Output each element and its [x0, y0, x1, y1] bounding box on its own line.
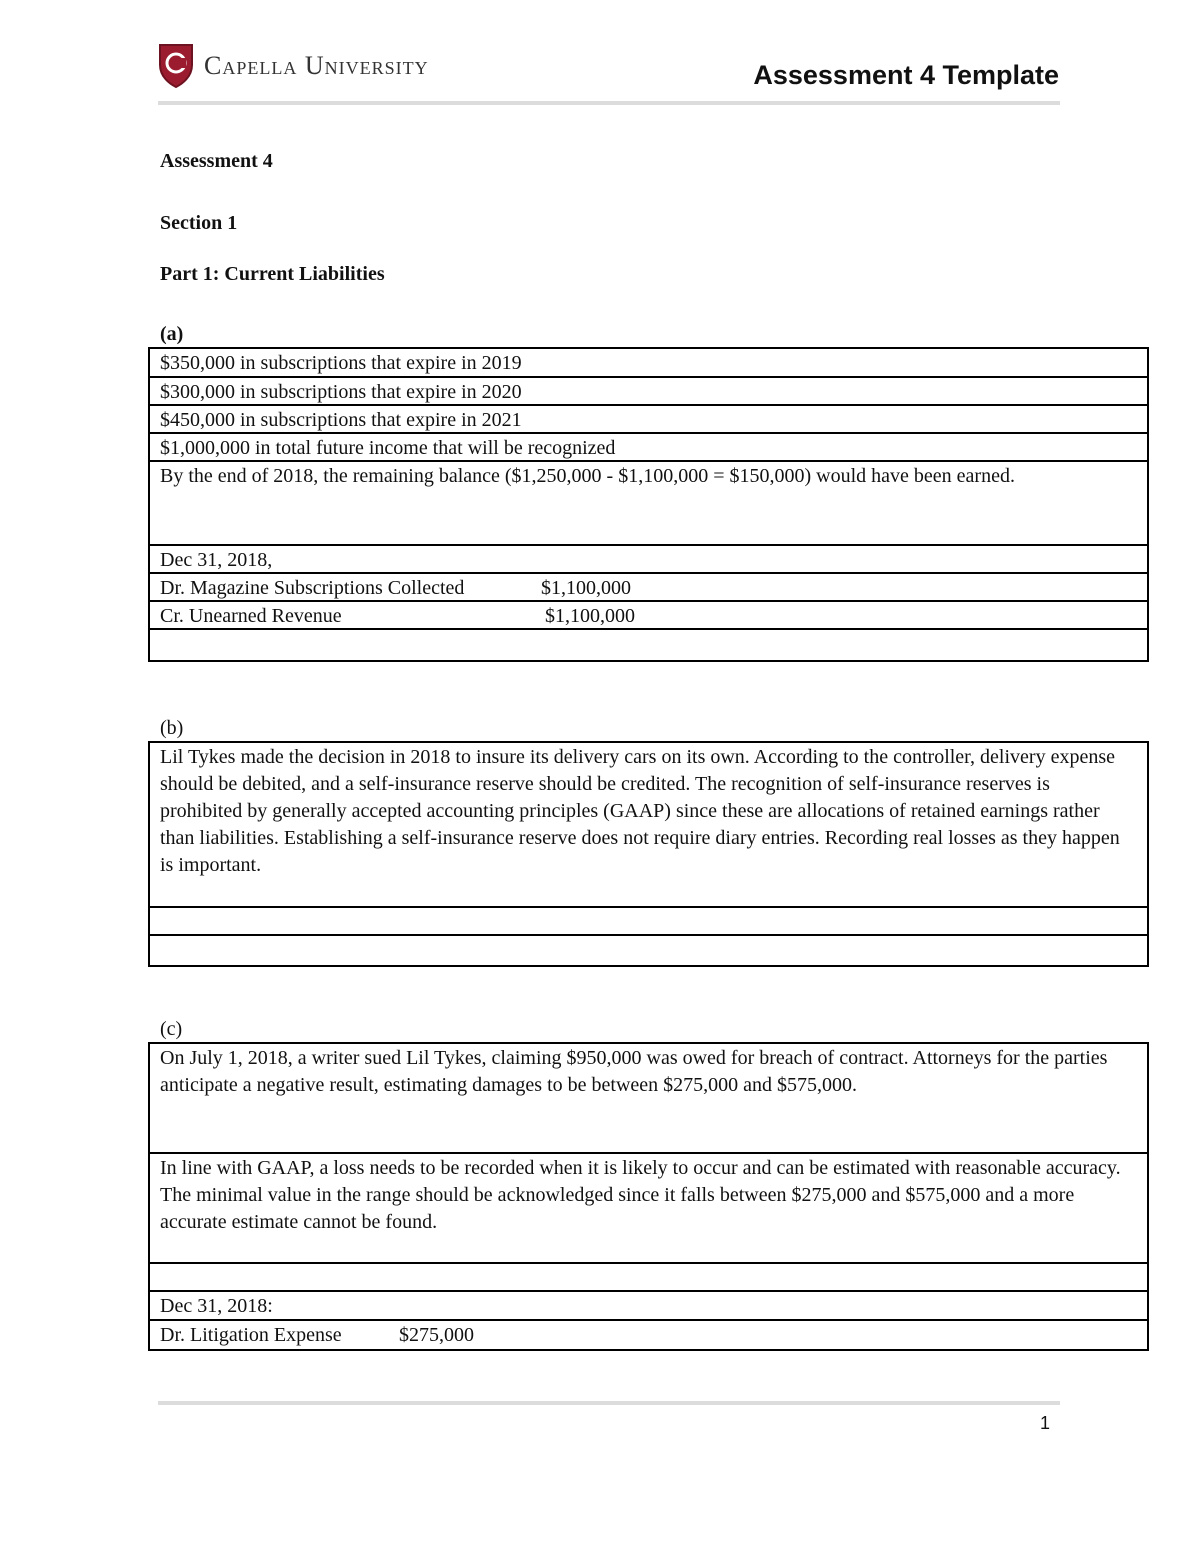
table-row: $350,000 in subscriptions that expire in 2019 — [150, 349, 1147, 378]
table-row: Lil Tykes made the decision in 2018 to insure its delivery cars on its own. According to the controller, delivery expense should be debited, and a self-insurance reserve should be credited. The recognition of self-insurance reserves is prohibited by generally accepted accounting principles (GAAP) since these are allocations of retained earnings rather than liabilities. Establishing a self-insurance reserve does not require diary entries. Recording real losses as they happen is important. — [150, 743, 1147, 908]
empty-row — [150, 936, 1147, 965]
table-row: $450,000 in subscriptions that expire in 2021 — [150, 406, 1147, 434]
table-row: $300,000 in subscriptions that expire in 2020 — [150, 378, 1147, 406]
entry-amount: $1,100,000 — [545, 605, 635, 627]
empty-row — [150, 908, 1147, 936]
brand-name: Capella University — [204, 51, 429, 80]
table-row: In line with GAAP, a loss needs to be recorded when it is likely to occur and can be estimated with reasonable accuracy. The minimal value in the range should be acknowledged since it falls between $275,000 and $575,000 and a more accurate estimate cannot be found. — [150, 1154, 1147, 1264]
entry-amount: $1,100,000 — [541, 577, 631, 599]
entry-account: Dr. Litigation Expense — [160, 1324, 342, 1346]
table-row: By the end of 2018, the remaining balance ($1,250,000 - $1,100,000 = $150,000) would have been earned. — [150, 462, 1147, 546]
table-row: $1,000,000 in total future income that will be recognized — [150, 434, 1147, 462]
entry-account: Cr. Unearned Revenue — [160, 605, 342, 627]
journal-entry-row — [150, 602, 1147, 630]
part-b-table — [148, 741, 1149, 967]
part-b-label: (b) — [160, 717, 184, 739]
journal-entry-row — [150, 1321, 1147, 1349]
section-heading: Section 1 — [160, 212, 238, 234]
part-c-table — [148, 1042, 1149, 1351]
table-row: Dec 31, 2018: — [150, 1292, 1147, 1321]
part-a-table — [148, 347, 1149, 662]
entry-amount: $275,000 — [399, 1324, 474, 1346]
part-c-label: (c) — [160, 1018, 183, 1040]
footer-divider — [158, 1401, 1060, 1405]
empty-row — [150, 630, 1147, 660]
journal-entry-row — [150, 574, 1147, 602]
header-divider — [158, 101, 1060, 105]
shield-icon — [158, 43, 194, 89]
table-row: On July 1, 2018, a writer sued Lil Tykes, claiming $950,000 was owed for breach of contract. Attorneys for the parties anticipate a negative result, estimating damages to be between $275,000 and $575,000. — [150, 1044, 1147, 1154]
table-row: Dec 31, 2018, — [150, 546, 1147, 574]
university-logo — [158, 43, 429, 89]
assessment-heading: Assessment 4 — [160, 150, 273, 172]
document-title: Assessment 4 Template — [753, 60, 1059, 90]
part-a-label: (a) — [160, 323, 184, 345]
entry-account: Dr. Magazine Subscriptions Collected — [160, 577, 465, 599]
part-heading: Part 1: Current Liabilities — [160, 263, 385, 285]
page-number: 1 — [1039, 1413, 1050, 1433]
empty-row — [150, 1264, 1147, 1292]
